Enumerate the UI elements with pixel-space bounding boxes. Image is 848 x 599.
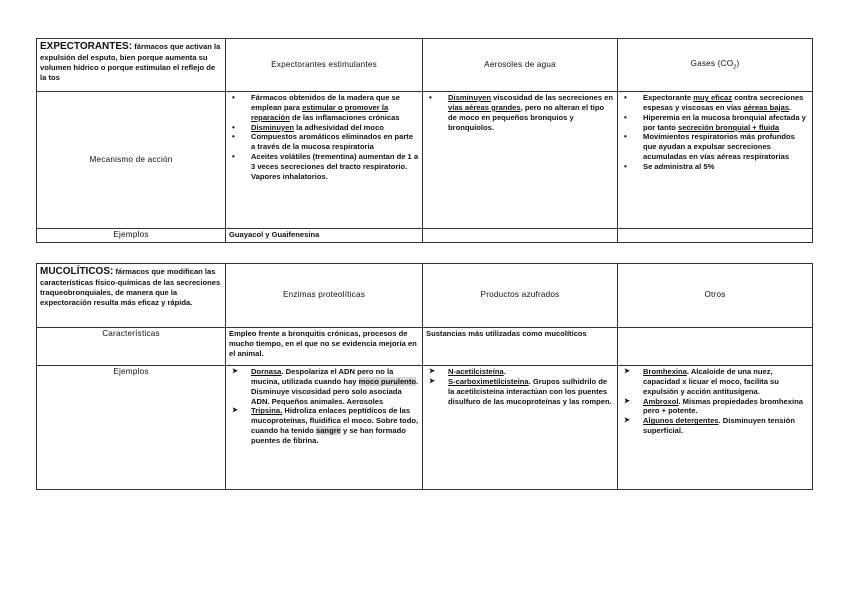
list-item: • Compuestos aromáticos eliminados en parte a través de la mucosa respiratoria (251, 132, 419, 152)
mecanismo-gases-cell (618, 92, 813, 229)
expectorantes-table (36, 38, 813, 243)
expectorantes-intro-cell (37, 39, 226, 92)
mecanismo-estimulantes-cell (226, 92, 423, 229)
ejemplos-azufrados-cell (423, 366, 618, 490)
col-header-estimulantes: Expectorantes estimulantes (226, 39, 423, 92)
col-header-aerosoles: Aerosoles de agua (423, 39, 618, 92)
expectorantes-definition: fármacos que activan la expulsión del esputo, bien porque aumenta su volumen hídrico o porque estimulan el reflejo de la tos (40, 42, 221, 82)
gases-label: Gases (CO (690, 58, 734, 68)
list-item: ➤ S-carboximetilcisteína. Grupos sulhidrilo de la acetilcisteína interactúan con los puentes disulfuro de las mucoproteínas y las rompen. (448, 377, 614, 407)
col-header-enzimas: Enzimas proteolíticas (226, 264, 423, 328)
mecanismo-aerosoles-cell (423, 92, 618, 229)
ejemplos-otros-cell (618, 366, 813, 490)
mecanismo-row (37, 92, 813, 229)
list-item: • Se administra al 5% (643, 162, 809, 172)
list-item: ➤ N-acetilcisteína. (448, 367, 614, 377)
gases-subscript: 2 (733, 64, 737, 71)
col-header-otros: Otros (618, 264, 813, 328)
list-item: ➤ Ambroxol. Mismas propiedades bromhexina pero + potente. (643, 397, 809, 417)
expectorantes-header-row (37, 39, 813, 92)
caracteristicas-enzimas-cell: Empleo frente a bronquitis crónicas, procesos de mucho tiempo, en el que no se evidencia mejoría en el animal. (226, 328, 423, 366)
list-item: • Expectorante muy eficaz contra secreciones espesas y viscosas en vías aéreas bajas. (643, 93, 809, 113)
col-header-azufrados: Productos azufrados (423, 264, 618, 328)
mucoliticos-header-row (37, 264, 813, 328)
mucoliticos-intro-cell (37, 264, 226, 328)
caracteristicas-otros-cell (618, 328, 813, 366)
list-item: • Movimientos respiratorios más profundos que ayudan a expulsar secreciones acumuladas en vías aéreas respiratorias (643, 132, 809, 162)
gases-label-end: ) (736, 58, 740, 68)
expectorantes-title: EXPECTORANTES: (40, 41, 133, 52)
list-item: ➤ Algunos detergentes. Disminuyen tensión superficial. (643, 416, 809, 436)
list-item: • Disminuyen viscosidad de las secreciones en vías aéreas grandes, pero no alteran el tipo de moco en pequeños bronquios y bronquíolos. (448, 93, 614, 132)
mucoliticos-title: MUCOLÍTICOS: (40, 266, 114, 277)
mucoliticos-definition: fármacos que modifican las características físico-químicas de las secreciones traqueobronquiales, de manera que la expectoración resulta más eficaz y rápida. (40, 267, 221, 307)
row-label-mecanismo: Mecanismo de acción (37, 92, 226, 229)
caracteristicas-azufrados-cell: Sustancias más utilizadas como mucolíticos (423, 328, 618, 366)
list-item: • Aceites volátiles (trementina) aumentan de 1 a 3 veces secreciones del tracto respiratorio. Vapores inhalatorios. (251, 152, 419, 182)
ejemplos-enzimas-cell (226, 366, 423, 490)
mucoliticos-ejemplos-row (37, 366, 813, 490)
ejemplos-estimulantes-cell: Guayacol y Guaifenesina (226, 229, 423, 243)
list-item: • Fármacos obtenidos de la madera que se emplean para estimular o promover la reparación de las inflamaciones crónicas (251, 93, 419, 123)
ejemplos-gases-cell (618, 229, 813, 243)
list-item: • Hiperemia en la mucosa bronquial afectada y por tanto secreción bronquial + fluida (643, 113, 809, 133)
ejemplos-row (37, 229, 813, 243)
list-item: ➤ Bromhexina. Alcaloide de una nuez, capacidad x licuar el moco, facilita su expulsión y acción antitusígena. (643, 367, 809, 397)
col-header-gases (618, 39, 813, 92)
mucoliticos-table (36, 263, 813, 490)
row-label-ejemplos: Ejemplos (37, 229, 226, 243)
row-label-ejemplos-muc: Ejemplos (37, 366, 226, 490)
list-item: ➤ Tripsina. Hidroliza enlaces peptídicos de las mucoproteínas, fluidifica el moco. Sobre todo, cuando ha tenido sangre y se han formado puentes de fibrina. (251, 406, 419, 445)
caracteristicas-row (37, 328, 813, 366)
list-item: • Disminuyen la adhesividad del moco (251, 123, 419, 133)
ejemplos-aerosoles-cell (423, 229, 618, 243)
row-label-caracteristicas: Características (37, 328, 226, 366)
list-item: ➤ Dornasa. Despolariza el ADN pero no la mucina, utilizada cuando hay moco purulento. Disminuye viscosidad pero solo asociada ADN. Pequeños animales. Aerosoles (251, 367, 419, 406)
